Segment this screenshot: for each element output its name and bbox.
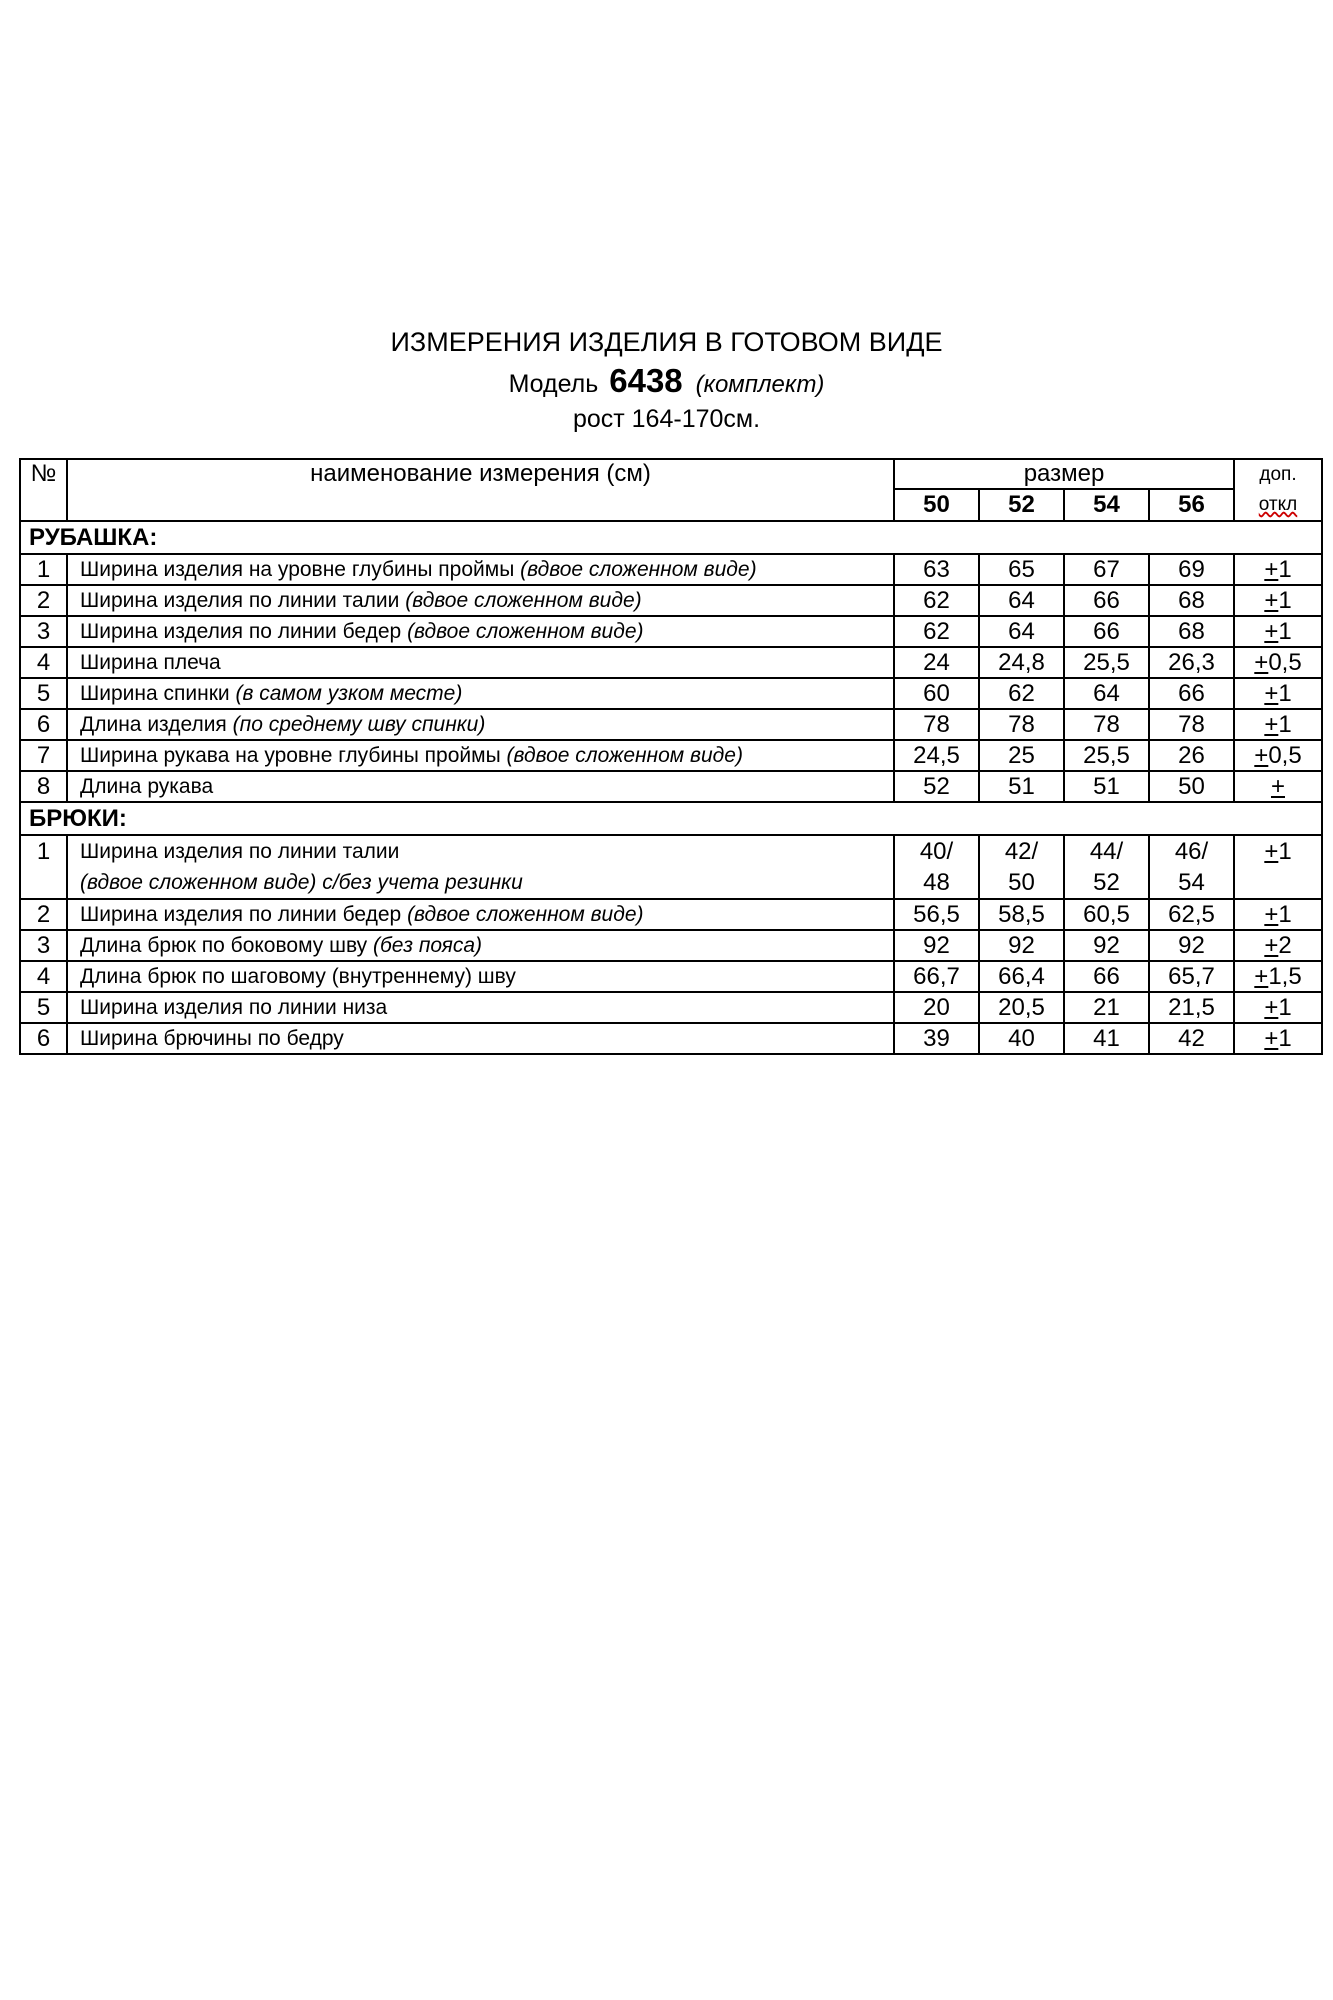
table-row [20, 835, 1322, 899]
table-row [20, 961, 1322, 992]
measurement-name [67, 585, 894, 616]
tolerance-cell [1234, 961, 1322, 992]
value-cell: 51 [1064, 771, 1149, 802]
measurement-name [67, 554, 894, 585]
value-cell: 62 [979, 678, 1064, 709]
tolerance-header-line1: доп. [1259, 464, 1297, 485]
tolerance-value: 2 [1278, 931, 1292, 959]
row-number: 4 [20, 647, 67, 678]
value-cell: 66 [1064, 616, 1149, 647]
tolerance-cell [1234, 678, 1322, 709]
value-cell: 92 [1149, 930, 1234, 961]
column-header-number: № [20, 459, 67, 521]
column-header-name: наименование измерения (см) [67, 459, 894, 521]
table-row [20, 585, 1322, 616]
row-number: 2 [20, 585, 67, 616]
value-cell: 21,5 [1149, 992, 1234, 1023]
value-bottom: 50 [1008, 869, 1035, 896]
measurement-name-main: Ширина изделия по линии бедер [80, 619, 402, 643]
value-cell: 65 [979, 554, 1064, 585]
measurement-note: (по среднему шву спинки) [232, 712, 486, 736]
value-cell: 66,7 [894, 961, 979, 992]
table-row [20, 992, 1322, 1023]
tolerance-cell [1234, 1023, 1322, 1054]
table-row [20, 1023, 1322, 1054]
value-cell: 66 [1064, 961, 1149, 992]
tolerance-value: 1 [1278, 586, 1292, 614]
measurement-name [67, 678, 894, 709]
tolerance-cell [1234, 709, 1322, 740]
table-row [20, 678, 1322, 709]
row-number: 1 [20, 554, 67, 585]
table-header-row [20, 459, 1322, 489]
document-title: ИЗМЕРЕНИЯ ИЗДЕЛИЯ В ГОТОВОМ ВИДЕ [390, 327, 943, 357]
value-cell: 51 [979, 771, 1064, 802]
measurement-name-main: Ширина рукава на уровне глубины проймы [80, 743, 501, 767]
tolerance-sign: + [1254, 741, 1269, 769]
measurement-name [67, 835, 894, 899]
tolerance-cell [1234, 899, 1322, 930]
tolerance-value: 1 [1278, 993, 1292, 1021]
tolerance-sign: + [1254, 648, 1269, 676]
tolerance-sign: + [1264, 1024, 1279, 1052]
table-row [20, 899, 1322, 930]
value-cell: 78 [1149, 709, 1234, 740]
value-cell [1064, 835, 1149, 899]
value-cell: 65,7 [1149, 961, 1234, 992]
measurement-name-main: Длина рукава [80, 774, 214, 798]
tolerance-value: 0,5 [1268, 741, 1302, 769]
value-cell [979, 835, 1064, 899]
value-cell: 92 [894, 930, 979, 961]
document-header [0, 322, 1333, 438]
column-header-tolerance [1234, 459, 1322, 521]
tolerance-cell [1234, 740, 1322, 771]
row-number: 6 [20, 1023, 67, 1054]
tolerance-sign: + [1270, 772, 1285, 800]
model-line [0, 362, 1333, 400]
table-row [20, 930, 1322, 961]
tolerance-sign: + [1264, 710, 1279, 738]
table-row [20, 554, 1322, 585]
measurement-name [67, 709, 894, 740]
value-cell: 63 [894, 554, 979, 585]
section-title-pants: БРЮКИ: [20, 802, 1322, 835]
value-cell: 25,5 [1064, 740, 1149, 771]
tolerance-value: 1 [1278, 838, 1292, 865]
value-cell: 39 [894, 1023, 979, 1054]
measurement-name-main: Ширина изделия по линии талии [80, 840, 400, 863]
value-bottom: 48 [923, 869, 950, 896]
table-row [20, 740, 1322, 771]
value-cell: 69 [1149, 554, 1234, 585]
tolerance-cell [1234, 930, 1322, 961]
value-top: 46/ [1174, 838, 1209, 865]
tolerance-cell [1234, 835, 1322, 899]
value-cell: 20 [894, 992, 979, 1023]
value-cell: 25,5 [1064, 647, 1149, 678]
section-title-shirt: РУБАШКА: [20, 521, 1322, 554]
value-cell: 64 [979, 585, 1064, 616]
value-cell: 60 [894, 678, 979, 709]
row-number: 5 [20, 992, 67, 1023]
tolerance-value: 0,5 [1268, 648, 1302, 676]
measurement-name [67, 1023, 894, 1054]
table-row [20, 616, 1322, 647]
value-cell: 26,3 [1149, 647, 1234, 678]
row-number: 3 [20, 930, 67, 961]
table-row [20, 647, 1322, 678]
measurement-name-main: Длина изделия [80, 712, 227, 736]
row-number: 2 [20, 899, 67, 930]
table-row [20, 709, 1322, 740]
measurement-name-main: Ширина изделия на уровне глубины проймы [80, 557, 515, 581]
height-range: рост 164-170см. [572, 405, 761, 433]
tolerance-header-line2: откл [1258, 494, 1298, 515]
model-note: (комплект) [695, 371, 825, 398]
value-top: 44/ [1089, 838, 1124, 865]
measurement-note: (без пояса) [372, 933, 482, 957]
measurement-name [67, 992, 894, 1023]
measurement-name [67, 771, 894, 802]
row-number: 1 [20, 835, 67, 899]
value-top: 40/ [919, 838, 954, 865]
tolerance-cell [1234, 585, 1322, 616]
measurement-name [67, 899, 894, 930]
size-52-header: 52 [979, 489, 1064, 521]
tolerance-sign: + [1264, 993, 1279, 1021]
measurement-name [67, 961, 894, 992]
row-number: 8 [20, 771, 67, 802]
measurement-name [67, 740, 894, 771]
value-cell: 67 [1064, 554, 1149, 585]
measurement-name-main: Ширина плеча [80, 650, 221, 674]
tolerance-sign: + [1264, 838, 1279, 865]
measurement-name [67, 647, 894, 678]
value-cell: 40 [979, 1023, 1064, 1054]
value-cell: 64 [1064, 678, 1149, 709]
measurement-name-main: Ширина изделия по линии низа [80, 995, 388, 1019]
tolerance-cell [1234, 992, 1322, 1023]
value-cell: 62 [894, 585, 979, 616]
value-cell: 21 [1064, 992, 1149, 1023]
measurements-table [19, 458, 1323, 1055]
size-50-header: 50 [894, 489, 979, 521]
tolerance-value: 1 [1278, 1024, 1292, 1052]
row-number: 3 [20, 616, 67, 647]
section-pants-row [20, 802, 1322, 835]
tolerance-value: 1,5 [1268, 962, 1302, 990]
tolerance-sign: + [1264, 617, 1279, 645]
value-bottom: 54 [1178, 869, 1205, 896]
value-cell: 24,5 [894, 740, 979, 771]
tolerance-sign: + [1264, 679, 1279, 707]
measurement-name-main: Ширина брючины по бедру [80, 1026, 344, 1050]
value-cell: 64 [979, 616, 1064, 647]
tolerance-value: 1 [1278, 900, 1292, 928]
value-cell: 24 [894, 647, 979, 678]
model-label: Модель [508, 370, 599, 398]
value-cell: 41 [1064, 1023, 1149, 1054]
value-cell: 20,5 [979, 992, 1064, 1023]
measurement-name-main: Ширина изделия по линии талии [80, 588, 400, 612]
value-cell: 50 [1149, 771, 1234, 802]
value-cell: 78 [979, 709, 1064, 740]
tolerance-cell [1234, 554, 1322, 585]
value-cell: 58,5 [979, 899, 1064, 930]
tolerance-value: 1 [1278, 710, 1292, 738]
table-row [20, 771, 1322, 802]
value-cell [1149, 835, 1234, 899]
value-cell: 66 [1064, 585, 1149, 616]
value-cell: 66,4 [979, 961, 1064, 992]
measurement-name-main: Длина брюк по шаговому (внутреннему) шву [80, 964, 516, 988]
row-number: 5 [20, 678, 67, 709]
measurement-note: (в самом узком месте) [235, 681, 463, 705]
value-cell: 60,5 [1064, 899, 1149, 930]
measurement-note: (вдвое сложенном виде) с/без учета резинки [80, 871, 523, 894]
value-cell: 56,5 [894, 899, 979, 930]
tolerance-value: 1 [1278, 555, 1292, 583]
value-cell: 62 [894, 616, 979, 647]
measurement-name-main: Длина брюк по боковому шву [80, 933, 368, 957]
measurement-note: (вдвое сложенном виде) [407, 902, 644, 926]
measurement-name-main: Ширина спинки [80, 681, 230, 705]
value-cell: 92 [1064, 930, 1149, 961]
tolerance-sign: + [1264, 555, 1279, 583]
value-cell: 24,8 [979, 647, 1064, 678]
measurement-note: (вдвое сложенном виде) [405, 588, 642, 612]
value-cell [894, 835, 979, 899]
value-cell: 66 [1149, 678, 1234, 709]
row-number: 7 [20, 740, 67, 771]
value-cell: 42 [1149, 1023, 1234, 1054]
tolerance-value: 1 [1278, 617, 1292, 645]
tolerance-sign: + [1264, 586, 1279, 614]
value-cell: 26 [1149, 740, 1234, 771]
value-bottom: 52 [1093, 869, 1120, 896]
value-cell: 62,5 [1149, 899, 1234, 930]
tolerance-sign: + [1264, 900, 1279, 928]
tolerance-cell [1234, 647, 1322, 678]
tolerance-sign: + [1264, 931, 1279, 959]
measurement-name [67, 930, 894, 961]
measurement-name [67, 616, 894, 647]
column-header-size: размер [894, 459, 1234, 489]
value-cell: 78 [1064, 709, 1149, 740]
measurement-name-main: Ширина изделия по линии бедер [80, 902, 402, 926]
size-56-header: 56 [1149, 489, 1234, 521]
measurement-note: (вдвое сложенном виде) [407, 619, 644, 643]
row-number: 6 [20, 709, 67, 740]
tolerance-sign: + [1254, 962, 1269, 990]
value-top: 42/ [1004, 838, 1039, 865]
value-cell: 92 [979, 930, 1064, 961]
tolerance-cell [1234, 616, 1322, 647]
tolerance-value: 1 [1278, 679, 1292, 707]
value-cell: 68 [1149, 616, 1234, 647]
measurement-note: (вдвое сложенном виде) [506, 743, 743, 767]
tolerance-cell [1234, 771, 1322, 802]
row-number: 4 [20, 961, 67, 992]
model-number: 6438 [609, 362, 683, 399]
size-54-header: 54 [1064, 489, 1149, 521]
measurement-note: (вдвое сложенном виде) [520, 557, 757, 581]
value-cell: 68 [1149, 585, 1234, 616]
value-cell: 78 [894, 709, 979, 740]
value-cell: 25 [979, 740, 1064, 771]
value-cell: 52 [894, 771, 979, 802]
section-shirt-row [20, 521, 1322, 554]
